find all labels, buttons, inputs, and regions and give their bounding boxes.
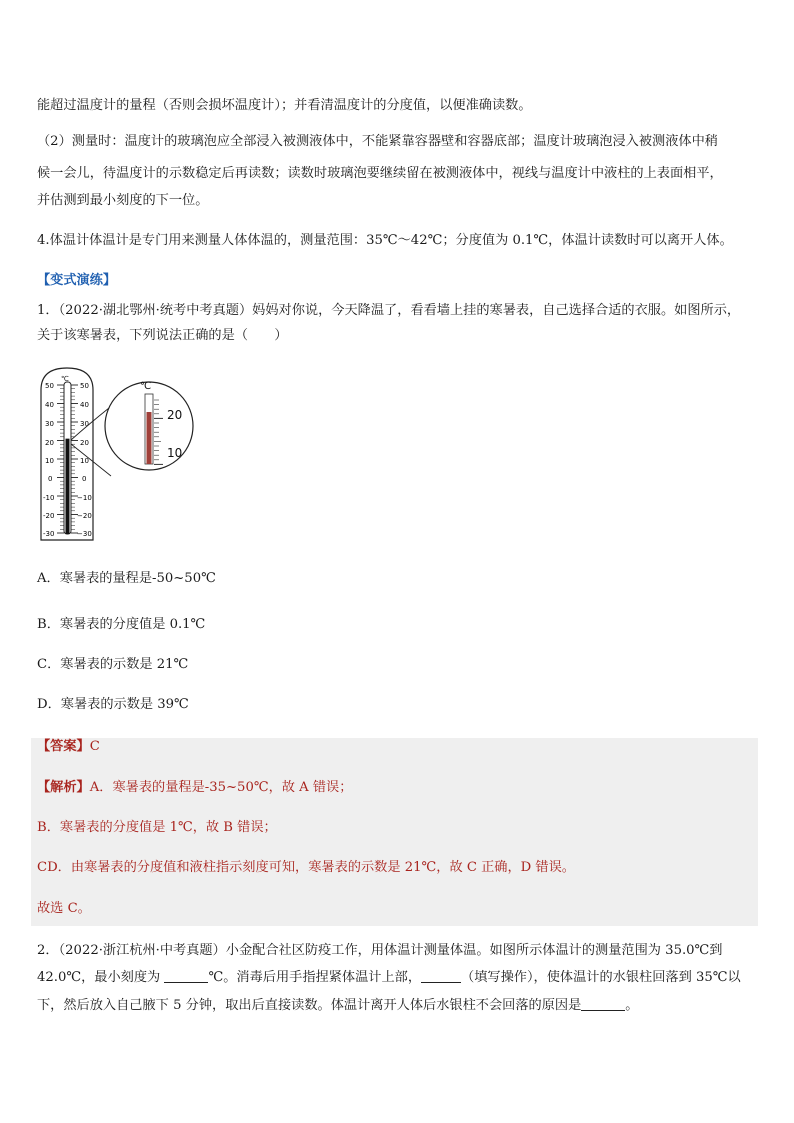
measuring-line-3: 并估测到最小刻度的下一位。 [37, 193, 209, 208]
left-scale-label: -20 [43, 512, 55, 520]
left-scale-label: 50 [45, 382, 54, 390]
answer-blank-2[interactable] [421, 968, 461, 983]
thermometer-figure [37, 364, 217, 544]
left-scale-label: 40 [45, 401, 54, 409]
answer-value: C [89, 739, 100, 754]
paragraph-clinical-thermometer: 4.体温计体温计是专门用来测量人体体温的，测量范围：35℃～42℃；分度值为 0.1℃，体温计读数时可以离开人体。 [37, 233, 733, 248]
left-scale-label: 30 [45, 420, 54, 428]
answer-blank-1[interactable] [164, 968, 208, 983]
analysis-a: A．寒暑表的量程是-35~50℃，故 A 错误； [89, 780, 353, 795]
q1-option-d: D．寒暑表的示数是 39℃ [37, 697, 189, 712]
q1-analysis-line-a [37, 776, 761, 800]
left-scale-label: 20 [45, 439, 54, 447]
answer-blank-3[interactable] [581, 996, 625, 1011]
zoom-label-10: 10 [167, 446, 183, 460]
q1-stem-line-2: 关于该寒暑表，下列说法正确的是（ ） [37, 328, 288, 343]
q1-stem-line-1: 1．（2022·湖北鄂州·统考中考真题）妈妈对你说，今天降温了，看看墙上挂的寒暑表，自己选择合适的衣服。如图所示， [37, 303, 741, 318]
q2-text-part: 。 [625, 998, 639, 1013]
q1-conclusion: 故选 C。 [37, 901, 91, 916]
measuring-line-2: 候一会儿，待温度计的示数稳定后再读数；读数时玻璃泡要继续留在被测液体中，视线与温度计中液柱的上表面相平， [37, 166, 723, 181]
right-scale-label: 50 [80, 382, 89, 390]
right-scale-label: 0 [82, 475, 87, 483]
q1-analysis-line-b: B．寒暑表的分度值是 1℃，故 B 错误； [37, 820, 277, 835]
q1-option-b: B．寒暑表的分度值是 0.1℃ [37, 617, 206, 632]
right-scale-label: 30 [80, 420, 89, 428]
zoom-unit-label: ℃ [140, 381, 152, 392]
left-scale-labels [43, 382, 54, 538]
q1-option-a: A．寒暑表的量程是-50~50℃ [37, 571, 216, 586]
paragraph-range-note: 能超过温度计的量程（否则会损坏温度计）；并看清温度计的分度值，以便准确读数。 [37, 98, 532, 113]
right-scale-label: 40 [80, 401, 89, 409]
q2-text-part: ℃。消毒后用手指捏紧体温计上部， [208, 970, 422, 985]
q1-analysis-line-cd: CD．由寒暑表的分度值和液柱指示刻度可知，寒暑表的示数是 21℃，故 C 正确，D 错误。 [37, 860, 575, 875]
left-scale-label: 10 [45, 457, 54, 465]
q2-stem-line-3 [37, 994, 761, 1018]
right-scale-label: −20 [77, 512, 92, 520]
right-scale-label: −10 [77, 494, 92, 502]
q2-text-part: 下，然后放入自己腋下 5 分钟，取出后直接读数。体温计离开人体后水银柱不会回落的原因是 [37, 998, 582, 1013]
q2-text-part: 42.0℃，最小刻度为 [37, 970, 161, 985]
practice-heading: 【变式演练】 [37, 273, 117, 288]
q1-option-c: C．寒暑表的示数是 21℃ [37, 657, 189, 672]
zoom-liquid [147, 412, 152, 464]
answer-tag: 【答案】 [37, 739, 90, 754]
left-scale-label: 0 [48, 475, 53, 483]
thermometer-liquid [66, 439, 70, 534]
right-scale-label: 20 [80, 439, 89, 447]
analysis-tag: 【解析】 [37, 780, 90, 795]
q2-text-part: （填写操作），使体温计的水银柱回落到 35℃以 [461, 970, 741, 985]
right-scale-label: 10 [80, 457, 89, 465]
right-scale-label: −30 [77, 530, 92, 538]
q2-stem-line-2 [37, 966, 761, 990]
left-scale-label: -30 [43, 530, 55, 538]
measuring-line-1: （2）测量时：温度计的玻璃泡应全部浸入被测液体中，不能紧靠容器壁和容器底部；温度计玻璃泡浸入被测液体中稍 [37, 134, 718, 149]
board-unit-label: ℃ [61, 375, 69, 383]
q1-answer-line [37, 735, 761, 759]
zoom-label-20: 20 [167, 408, 183, 422]
q2-stem-line-1: 2．（2022·浙江杭州·中考真题）小金配合社区防疫工作，用体温计测量体温。如图所示体温计的测量范围为 35.0℃到 [37, 943, 723, 958]
left-scale-label: -10 [43, 494, 55, 502]
